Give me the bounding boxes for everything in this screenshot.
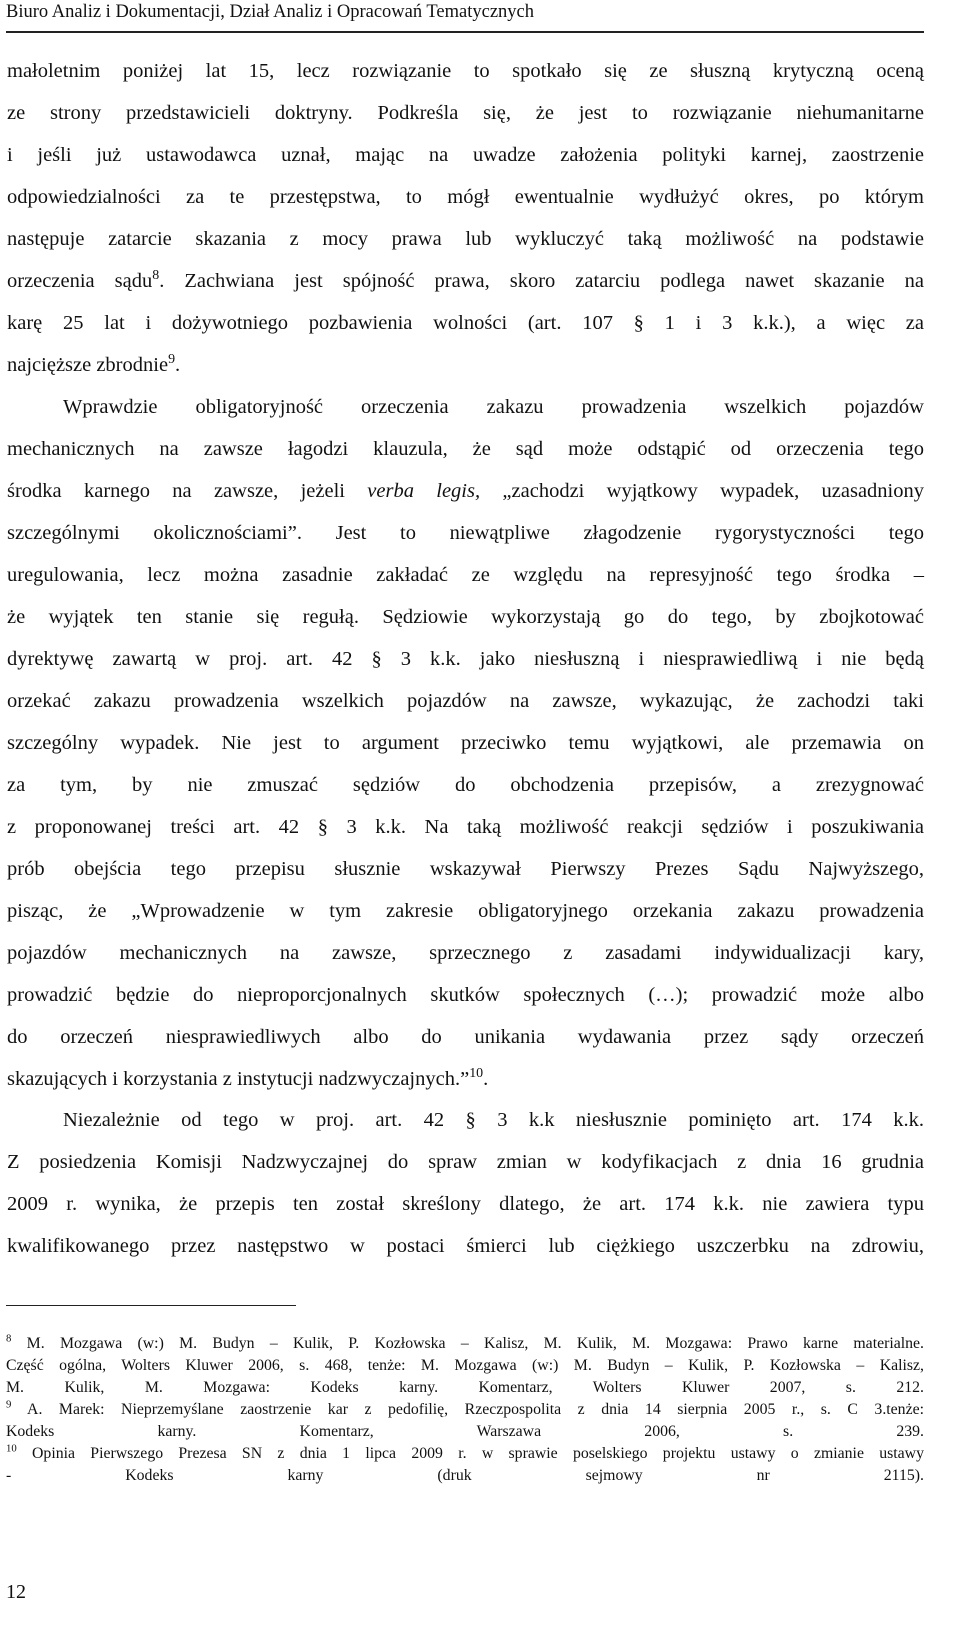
- footnote-number: 10: [6, 1442, 17, 1455]
- line-text: Niezależnie od tego w proj. art. 42 § 3 k.k niesłusznie pominięto art. 174 k.k.: [63, 1109, 924, 1131]
- line-text: „zachodzi wyjątkowy wypadek, uzasadniony: [480, 480, 925, 502]
- footnote-text: M. Kulik, M. Mozgawa: Kodeks karny. Komentarz, Wolters Kluwer 2007, s. 212.: [6, 1379, 924, 1396]
- footnote-line: [6, 1333, 924, 1355]
- text-line: [7, 1063, 924, 1095]
- text-line: [7, 1188, 924, 1220]
- line-text: karę 25 lat i dożywotniego pozbawienia wolności (art. 107 § 1 i 3 k.k.), a więc za: [7, 312, 924, 334]
- text-line: [7, 937, 924, 969]
- footnote-line: [6, 1443, 924, 1465]
- text-line: [7, 97, 924, 129]
- text-line: [7, 853, 924, 885]
- header-rule: [6, 31, 924, 33]
- line-text: szczególny wypadek. Nie jest to argument przeciwko temu wyjątkowi, ale przemawia on: [7, 732, 924, 754]
- line-text: dyrektywę zawartą w proj. art. 42 § 3 k.k. jako niesłuszną i niesprawiedliwą i nie będą: [7, 648, 924, 670]
- text-line: [7, 643, 924, 675]
- line-text: Z posiedzenia Komisji Nadzwyczajnej do spraw zmian w kodyfikacjach z dnia 16 grudnia: [7, 1151, 924, 1173]
- text-line: [7, 265, 924, 297]
- line-text: i jeśli już ustawodawca uznał, mając na uwadze założenia polityki karnej, zaostrzenie: [7, 144, 924, 166]
- footnote-line: [6, 1465, 924, 1487]
- line-text: skazujących i korzystania z instytucji nadzwyczajnych.”: [7, 1068, 470, 1090]
- footnote-ref: 10: [469, 1066, 484, 1082]
- line-text: pojazdów mechanicznych na zawsze, sprzecznego z zasadami indywidualizacji kary,: [7, 942, 924, 964]
- line-text: prób obejścia tego przepisu słusznie wskazywał Pierwszy Prezes Sądu Najwyższego,: [7, 858, 924, 880]
- line-text: odpowiedzialności za te przestępstwa, to mógł ewentualnie wydłużyć okres, po którym: [7, 186, 924, 208]
- footnote-text: Opinia Pierwszego Prezesa SN z dnia 1 lipca 2009 r. w sprawie poselskiego projektu ustawy o zmianie ustawy: [16, 1445, 924, 1462]
- footnote-text: - Kodeks karny (druk sejmowy nr 2115).: [6, 1467, 924, 1484]
- text-line: [7, 1230, 924, 1262]
- text-line: [7, 1021, 924, 1053]
- line-text: z proponowanej treści art. 42 § 3 k.k. Na taką możliwość reakcji sędziów i poszukiwania: [7, 816, 924, 838]
- text-line: [7, 811, 924, 843]
- line-text: kwalifikowanego przez następstwo w postaci śmierci lub ciężkiego uszczerbku na zdrowiu,: [7, 1235, 924, 1257]
- footnote-number: 8: [6, 1332, 12, 1345]
- footnote-text: M. Mozgawa (w:) M. Budyn – Kulik, P. Kozłowska – Kalisz, M. Kulik, M. Mozgawa: Prawo karne materialne.: [11, 1335, 924, 1352]
- text-line: [7, 601, 924, 633]
- footnote-ref: 9: [168, 352, 176, 368]
- text-line: [7, 769, 924, 801]
- text-line: [7, 55, 924, 87]
- text-line: [7, 685, 924, 717]
- text-line: [7, 139, 924, 171]
- line-text: . Zachwiana jest spójność prawa, skoro zatarciu podlega nawet skazanie na: [159, 270, 924, 292]
- text-line: [7, 559, 924, 591]
- footnote-ref: 8: [152, 268, 160, 284]
- line-text: uregulowania, lecz można zasadnie zakładać ze względu na represyjność tego środka –: [7, 564, 924, 586]
- line-text: do orzeczeń niesprawiedliwych albo do unikania wydawania przez sądy orzeczeń: [7, 1026, 924, 1048]
- line-text: małoletnim poniżej lat 15, lecz rozwiązanie to spotkało się ze słuszną krytyczną oceną: [7, 60, 924, 82]
- page-number: 12: [6, 1581, 26, 1603]
- text-line: [7, 475, 924, 507]
- line-text: prowadzić będzie do nieproporcjonalnych skutków społecznych (…); prowadzić może albo: [7, 984, 924, 1006]
- line-text: mechanicznych na zawsze łagodzi klauzula, że sąd może odstąpić od orzeczenia tego: [7, 438, 924, 460]
- footnote-line: [6, 1377, 924, 1399]
- text-line: [7, 517, 924, 549]
- text-line: [63, 1104, 924, 1136]
- text-line: [7, 349, 924, 381]
- line-text: orzekać zakazu prowadzenia wszelkich pojazdów na zawsze, wykazując, że zachodzi taki: [7, 690, 924, 712]
- footnote-text: Kodeks karny. Komentarz, Warszawa 2006, s. 239.: [6, 1423, 924, 1440]
- text-line: [7, 307, 924, 339]
- line-text: za tym, by nie zmuszać sędziów do obchodzenia przepisów, a zrezygnować: [7, 774, 924, 796]
- line-text: następuje zatarcie skazania z mocy prawa lub wykluczyć taką możliwość na podstawie: [7, 228, 924, 250]
- text-line: [7, 895, 924, 927]
- running-header: Biuro Analiz i Dokumentacji, Dział Analiz i Opracowań Tematycznych: [6, 2, 535, 22]
- text-line: [63, 391, 924, 423]
- footnote-text: A. Marek: Nieprzemyślane zaostrzenie kar z pedofilię, Rzeczpospolita z dnia 14 sierpnia 2005 r., s. C 3.tenże:: [11, 1401, 924, 1418]
- text-line: [7, 433, 924, 465]
- line-text: .: [483, 1068, 489, 1090]
- footnote-line: [6, 1421, 924, 1443]
- footnote-text: Część ogólna, Wolters Kluwer 2006, s. 468, tenże: M. Mozgawa (w:) M. Budyn – Kulik, P. Kozłowska – Kalisz,: [6, 1357, 924, 1374]
- text-line: [7, 979, 924, 1011]
- line-text: szczególnymi okolicznościami”. Jest to niewątpliwe złagodzenie rygorystyczności tego: [7, 522, 924, 544]
- footnote-number: 9: [6, 1398, 12, 1411]
- line-text: orzeczenia sądu: [7, 270, 153, 292]
- line-text: 2009 r. wynika, że przepis ten został skreślony dlatego, że art. 174 k.k. nie zawiera typu: [7, 1193, 924, 1215]
- line-text: środka karnego na zawsze, jeżeli: [7, 480, 368, 502]
- line-text: .: [175, 354, 181, 376]
- line-text: ze strony przedstawicieli doktryny. Podkreśla się, że jest to rozwiązanie niehumanitarne: [7, 102, 924, 124]
- text-line: [7, 727, 924, 759]
- line-text: najcięższe zbrodnie: [7, 354, 169, 376]
- text-line: [7, 1146, 924, 1178]
- italic-text: verba legis,: [367, 480, 481, 502]
- footnote-line: [6, 1355, 924, 1377]
- footnote-line: [6, 1399, 924, 1421]
- text-line: [7, 181, 924, 213]
- line-text: pisząc, że „Wprowadzenie w tym zakresie obligatoryjnego orzekania zakazu prowadzenia: [7, 900, 924, 922]
- line-text: Wprawdzie obligatoryjność orzeczenia zakazu prowadzenia wszelkich pojazdów: [63, 396, 924, 418]
- line-text: że wyjątek ten stanie się regułą. Sędziowie wykorzystają go do tego, by zbojkotować: [7, 606, 924, 628]
- footnote-separator: [6, 1305, 296, 1306]
- text-line: [7, 223, 924, 255]
